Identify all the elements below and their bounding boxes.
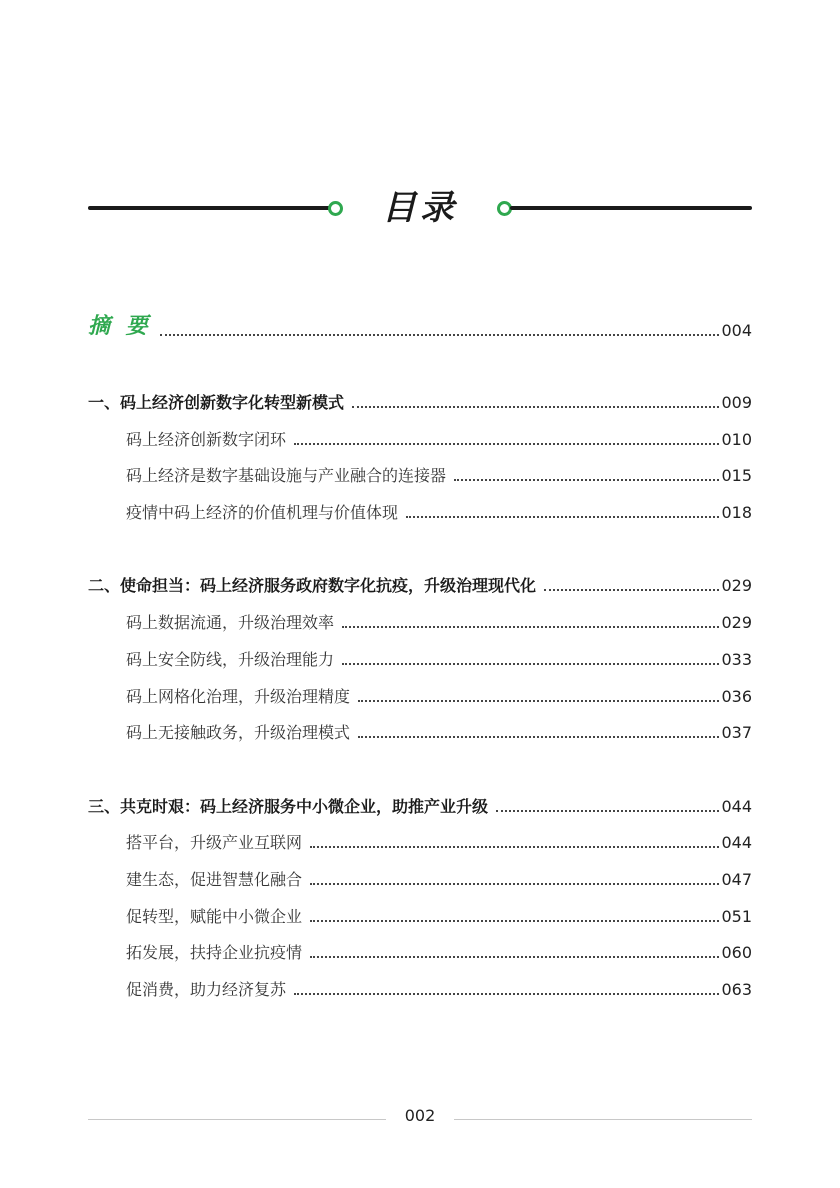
toc-entry[interactable] — [88, 680, 752, 708]
toc-page-number: 060 — [721, 943, 752, 962]
dot-leader — [310, 883, 719, 885]
page-title: 目录 — [382, 188, 458, 228]
toc-entry-label: 码上无接触政务，升级治理模式 — [126, 723, 351, 742]
toc-section-2[interactable] — [88, 569, 752, 597]
toc-entry-label: 建生态，促进智慧化融合 — [126, 870, 303, 889]
toc-page-number: 015 — [721, 466, 752, 485]
toc-entry[interactable] — [88, 423, 752, 451]
toc-entry[interactable] — [88, 863, 752, 891]
toc-section-1[interactable] — [88, 386, 752, 414]
toc-page-number: 018 — [721, 503, 752, 522]
dot-leader — [342, 663, 719, 665]
toc-page-number: 044 — [721, 833, 752, 852]
toc-entry-label: 搭平台，升级产业互联网 — [126, 833, 303, 852]
toc-page-number: 044 — [721, 797, 752, 816]
toc-section-label: 三、共克时艰：码上经济服务中小微企业，助推产业升级 — [88, 797, 489, 816]
toc-entry-label: 拓发展，扶持企业抗疫情 — [126, 943, 303, 962]
toc-entry-label: 摘 要 — [88, 314, 152, 339]
toc-page-number: 051 — [721, 907, 752, 926]
toc-entry[interactable] — [88, 606, 752, 634]
dot-leader — [406, 516, 719, 518]
toc-section-3[interactable] — [88, 790, 752, 818]
dot-leader — [160, 334, 720, 336]
toc-page-number: 010 — [721, 430, 752, 449]
toc-page-number: 029 — [721, 613, 752, 632]
toc-title-bar — [88, 180, 752, 240]
toc-entry-label: 码上数据流通，升级治理效率 — [126, 613, 335, 632]
dot-leader — [294, 443, 719, 445]
toc-entry[interactable] — [88, 716, 752, 744]
toc-page-number: 037 — [721, 723, 752, 742]
toc-entry[interactable] — [88, 459, 752, 487]
toc-entry-label: 码上经济创新数字闭环 — [126, 430, 287, 449]
dot-leader — [454, 479, 719, 481]
toc-entry-label: 码上经济是数字基础设施与产业融合的连接器 — [126, 466, 447, 485]
toc-section-label: 一、码上经济创新数字化转型新模式 — [88, 393, 345, 412]
dot-leader — [310, 846, 719, 848]
toc-entry[interactable] — [88, 973, 752, 1001]
dot-leader — [310, 920, 719, 922]
toc-entry-label: 促转型，赋能中小微企业 — [126, 907, 303, 926]
toc-entry-label: 疫情中码上经济的价值机理与价值体现 — [126, 503, 399, 522]
toc-page-number: 004 — [721, 321, 752, 340]
toc-entry-abstract[interactable] — [88, 314, 752, 342]
toc-entry[interactable] — [88, 900, 752, 928]
dot-leader — [544, 589, 719, 591]
toc-entry[interactable] — [88, 936, 752, 964]
toc-page-number: 029 — [721, 576, 752, 595]
toc-entry[interactable] — [88, 496, 752, 524]
toc-section-label: 二、使命担当：码上经济服务政府数字化抗疫，升级治理现代化 — [88, 576, 537, 595]
toc-page-number: 009 — [721, 393, 752, 412]
toc-page-number: 047 — [721, 870, 752, 889]
dot-leader — [358, 700, 719, 702]
toc-entry-label: 促消费，助力经济复苏 — [126, 980, 287, 999]
dot-leader — [358, 736, 719, 738]
footer-rule-left — [88, 1119, 386, 1120]
toc-page-number: 063 — [721, 980, 752, 999]
dot-leader — [310, 956, 719, 958]
toc-entry-label: 码上安全防线，升级治理能力 — [126, 650, 335, 669]
dot-leader — [496, 810, 719, 812]
toc-entry-label: 码上网格化治理，升级治理精度 — [126, 687, 351, 706]
toc-page-number: 033 — [721, 650, 752, 669]
dot-leader — [342, 626, 719, 628]
toc-page-number: 036 — [721, 687, 752, 706]
toc-entry[interactable] — [88, 826, 752, 854]
toc-entry[interactable] — [88, 643, 752, 671]
dot-leader — [352, 406, 719, 408]
dot-leader — [294, 993, 719, 995]
title-rule-right — [510, 206, 752, 210]
footer-rule-right — [454, 1119, 752, 1120]
footer-page-number: 002 — [404, 1106, 436, 1125]
